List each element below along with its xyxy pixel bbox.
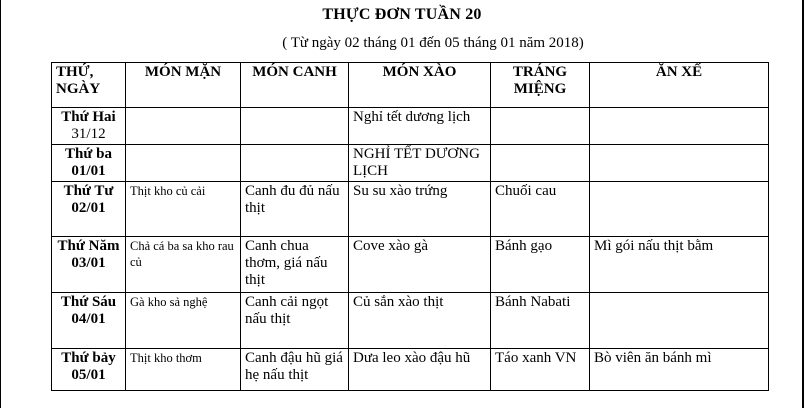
header-row (52, 63, 769, 108)
menu-table (51, 62, 769, 391)
main-dish-cell (126, 145, 241, 182)
day-date: 02/01 (71, 200, 106, 216)
window-left-edge (0, 0, 1, 408)
stir-fry-cell: Củ sắn xào thịt (349, 293, 491, 349)
snack-cell (590, 182, 769, 237)
day-date: 01/01 (71, 163, 106, 179)
snack-cell: Bò viên ăn bánh mì (590, 349, 769, 391)
day-name: Thứ ba (65, 146, 112, 162)
header-snack: ĂN XẾ (590, 63, 769, 108)
dessert-cell: Táo xanh VN (491, 349, 590, 391)
day-cell (52, 108, 126, 145)
day-name: Thứ Hai (61, 109, 116, 125)
table-row (52, 182, 769, 237)
table-row (52, 349, 769, 391)
soup-cell: Canh cải ngọt nấu thịt (241, 293, 349, 349)
main-dish-cell: Gà kho sả nghệ (126, 293, 241, 349)
soup-cell: Canh đậu hũ giá hẹ nấu thịt (241, 349, 349, 391)
dessert-cell: Bánh gạo (491, 237, 590, 293)
table-row (52, 293, 769, 349)
header-soup: MÓN CANH (241, 63, 349, 108)
header-dessert: TRÁNG MIỆNG (491, 63, 590, 108)
day-cell (52, 349, 126, 391)
header-main-dish: MÓN MẶN (126, 63, 241, 108)
day-cell (52, 182, 126, 237)
date-range-subtitle: ( Từ ngày 02 tháng 01 đến 05 tháng 01 năm 2018) (282, 35, 584, 51)
dessert-cell: Bánh Nabati (491, 293, 590, 349)
stir-fry-cell: Cove xào gà (349, 237, 491, 293)
day-cell (52, 237, 126, 293)
header-day: THỨ, NGÀY (52, 63, 126, 108)
day-name: Thứ Năm (57, 238, 120, 254)
day-name: Thứ bảy (61, 350, 116, 366)
stir-fry-cell: NGHỈ TẾT DƯƠNG LỊCH (349, 145, 491, 182)
table-row (52, 108, 769, 145)
day-cell (52, 145, 126, 182)
dessert-cell (491, 108, 590, 145)
snack-cell (590, 145, 769, 182)
stir-fry-cell: Su su xào trứng (349, 182, 491, 237)
main-dish-cell (126, 108, 241, 145)
header-stir-fry: MÓN XÀO (349, 63, 491, 108)
main-dish-cell: Chả cá ba sa kho rau củ (126, 237, 241, 293)
day-date: 05/01 (71, 367, 106, 383)
snack-cell: Mì gói nấu thịt bằm (590, 237, 769, 293)
soup-cell (241, 145, 349, 182)
day-date: 03/01 (71, 255, 106, 271)
day-date: 31/12 (71, 126, 106, 142)
stir-fry-cell: Dưa leo xào đậu hũ (349, 349, 491, 391)
table-row (52, 145, 769, 182)
table-row (52, 237, 769, 293)
day-date: 04/01 (71, 311, 106, 327)
stir-fry-cell: Nghỉ tết dương lịch (349, 108, 491, 145)
page-title: THỰC ĐƠN TUẦN 20 (322, 6, 482, 23)
day-cell (52, 293, 126, 349)
day-name: Thứ Tư (63, 183, 114, 199)
snack-cell (590, 293, 769, 349)
main-dish-cell: Thịt kho củ cải (126, 182, 241, 237)
soup-cell: Canh chua thơm, giá nấu thịt (241, 237, 349, 293)
snack-cell (590, 108, 769, 145)
dessert-cell (491, 145, 590, 182)
dessert-cell: Chuối cau (491, 182, 590, 237)
soup-cell (241, 108, 349, 145)
main-dish-cell: Thịt kho thơm (126, 349, 241, 391)
soup-cell: Canh đu đủ nấu thịt (241, 182, 349, 237)
day-name: Thứ Sáu (60, 294, 117, 310)
